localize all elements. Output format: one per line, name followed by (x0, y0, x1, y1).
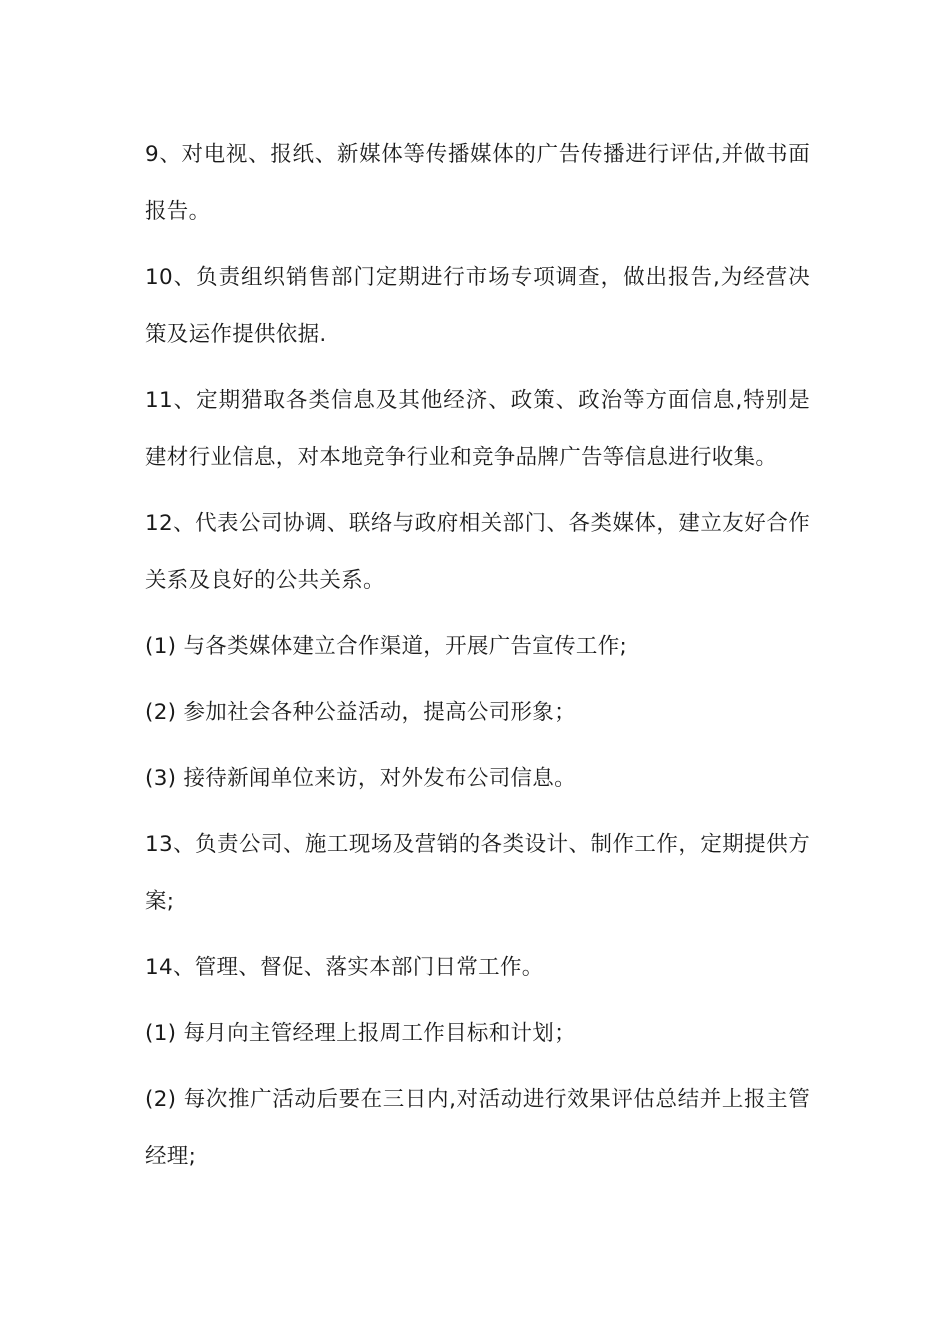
paragraph-subitem-12-3: (3) 接待新闻单位来访，对外发布公司信息。 (145, 766, 576, 791)
paragraph-subitem-14-1: (1) 每月向主管经理上报周工作目标和计划； (145, 1021, 576, 1046)
paragraph-subitem-12-2: (2) 参加社会各种公益活动，提高公司形象； (145, 700, 576, 725)
paragraph-item-13: 13、负责公司、施工现场及营销的各类设计、制作工作，定期提供方案; (145, 832, 810, 914)
paragraph-subitem-14-2: (2) 每次推广活动后要在三日内,对活动进行效果评估总结并上报主管经理; (145, 1087, 810, 1169)
paragraph-item-14: 14、管理、督促、落实本部门日常工作。 (145, 955, 544, 980)
paragraph-subitem-12-1: (1) 与各类媒体建立合作渠道，开展广告宣传工作; (145, 634, 628, 659)
paragraph-item-9: 9、对电视、报纸、新媒体等传播媒体的广告传播进行评估,并做书面报告。 (145, 142, 810, 224)
paragraph-item-11: 11、定期猎取各类信息及其他经济、政策、政治等方面信息,特别是建材行业信息，对本地竞争行业和竞争品牌广告等信息进行收集。 (145, 388, 810, 470)
document-body (145, 126, 810, 1194)
paragraph-item-10: 10、负责组织销售部门定期进行市场专项调查，做出报告,为经营决策及运作提供依据. (145, 265, 810, 347)
paragraph-item-12: 12、代表公司协调、联络与政府相关部门、各类媒体，建立友好合作关系及良好的公共关系。 (145, 511, 810, 593)
